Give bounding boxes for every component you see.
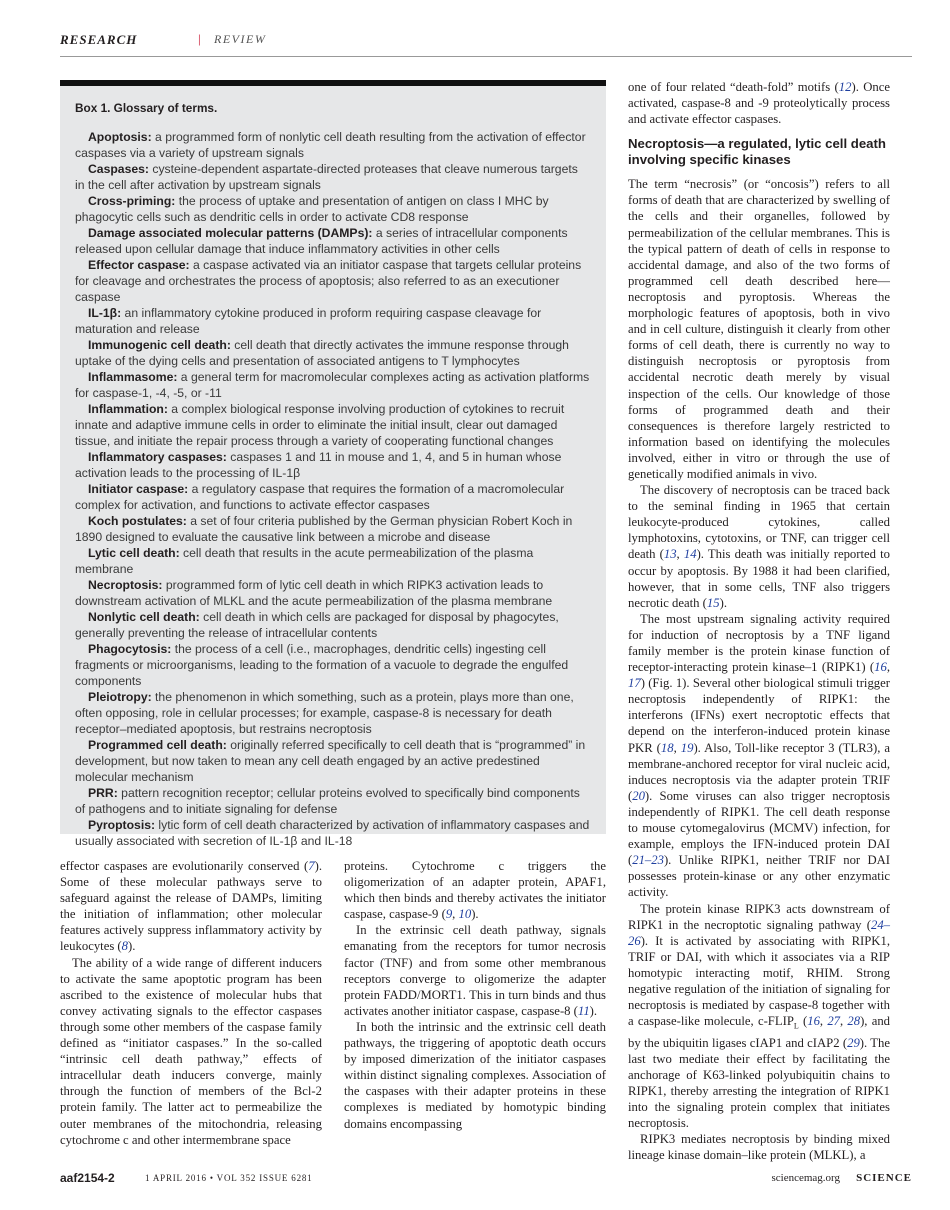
body-paragraph: In the extrinsic cell death pathway, signals emanating from the receptors for tumor necrosis factor (TNF) and from some other membranous receptors converge to oligomerize the adapter protein FADD/MORT1. This in turn binds and thus activates another initiator caspase, caspase-8 (11). (344, 923, 606, 1018)
glossary-term: Programmed cell death: (88, 738, 227, 752)
glossary-entry (75, 481, 590, 513)
page-footer (60, 1171, 912, 1191)
body-column-3 (628, 79, 890, 1164)
citation-link[interactable]: 8 (121, 939, 128, 954)
glossary-definition: a complex biological response involving production of cytokines to recruit innate and adaptive immune cells in order to eliminate the initial insult, clear out damaged tissue, and initiate the repair process through a variety of cooperating functional changes (75, 402, 565, 448)
glossary-definition: a general term for macromolecular complexes acting as activation platforms for caspase-1, -4, -5, or -11 (75, 370, 590, 400)
glossary-term: Pyroptosis: (88, 818, 156, 832)
glossary-entry (75, 817, 590, 849)
citation-link[interactable]: 20 (632, 788, 645, 803)
glossary-entry (75, 369, 590, 401)
body-paragraph: The most upstream signaling activity required for induction of necroptosis by a TNF ligand family member is the protein kinase function of receptor-interacting protein kinase–1 (RIPK1) (16, 17) (Fig. 1). Several other biological stimuli trigger necroptosis independently of RIPK1: the interferons (IFNs) exert necroptotic effects that depend on the interferon-induced protein kinase PKR (18, 19). Also, Toll-like receptor 3 (TLR3), a membrane-anchored receptor for viral nucleic acid, induces necroptosis via the adapter protein TRIF (20). Some viruses can also trigger necroptosis independently of RIPK1. The cell death response to mouse cytomegalovirus (MCMV) infection, for example, employs the IFN-induced protein DAI (21–23). Unlike RIPK1, neither TRIF nor DAI possesses protein-kinase or any other enzymatic activity. (628, 611, 891, 900)
citation-link[interactable]: 16 (807, 1014, 820, 1029)
glossary-entry (75, 305, 590, 337)
glossary-definition: a programmed form of nonlytic cell death resulting from the activation of effector caspases via a variety of upstream signals (75, 130, 586, 160)
body-paragraph: The protein kinase RIPK3 acts downstream of RIPK1 in the necroptotic signaling pathway (24–26). It is activated by associating with RIPK1, TRIF or DAI, with which it associates via a RIP homotypic interacting motif, RHIM. Strong negative regulation of the initiation of signaling for necroptosis is mediated by caspase-8 together with a caspase-like molecule, $c-FLIP_L$ (16, 27, 28), and by the ubiquitin ligases cIAP1 and cIAP2 (29). The last two mediate their effect by facilitating the anchorage of K63-linked polyubiquitin chains to RIPK1, thereby arresting the integration of RIPK1 into the signaling protein complex that initiates necroptosis. (628, 901, 891, 1131)
glossary-entry (75, 641, 590, 689)
glossary-entry (75, 785, 590, 817)
glossary-definition: an inflammatory cytokine produced in proform requiring caspase cleavage for maturation and release (75, 306, 542, 336)
glossary-entry (75, 193, 590, 225)
glossary-term: Caspases: (88, 162, 149, 176)
glossary-entry (75, 225, 590, 257)
body-paragraph: The ability of a wide range of different inducers to activate the same apoptotic program has been ascribed to the existence of molecular hubs that convey activating signals to the effector caspases through some other members of the caspase family defined as “initiator caspases.” In the so-called “intrinsic cell death pathway,” effects of intracellular death inducers converge, mainly through the function of members of the Bcl-2 protein family. The latter act to permeabilize the outer membranes of the mitochondria, releasing cytochrome c and other intermembrane space (60, 955, 322, 1147)
glossary-term: Lytic cell death: (88, 546, 180, 560)
body-paragraph: In both the intrinsic and the extrinsic cell death pathways, the triggering of apoptotic death occurs by imposed dimerization of the initiator caspases within distinct signaling complexes. Association of the caspases with their adapter proteins in these complexes is mediated by homotypic binding domains encompassing (344, 1019, 606, 1131)
glossary-entry (75, 689, 590, 737)
subscript: L (793, 1021, 799, 1031)
glossary-entry (75, 257, 590, 305)
glossary-term: PRR: (88, 786, 118, 800)
glossary-definition: originally referred specifically to cell death that is “programmed” in development, but now taken to mean any cell death engaged by an active predestined molecular mechanism (75, 738, 586, 784)
header-separator: | (198, 31, 201, 46)
body-paragraph: proteins. Cytochrome c triggers the oligomerization of an adapter protein, APAF1, which then binds and thereby activates the initiator caspase, caspase-9 (9, 10). (344, 859, 606, 922)
glossary-definition: a caspase activated via an initiator caspase that targets cellular proteins for cleavage and orchestrates the process of apoptosis; also referred to as an executioner caspase (75, 258, 582, 304)
glossary-definition: a series of intracellular components released upon cellular damage that induce inflammatory activities in other cells (75, 226, 568, 256)
glossary-entry (75, 513, 590, 545)
body-column-1 (60, 858, 322, 1148)
glossary-definition: a regulatory caspase that requires the formation of a macromolecular complex for activation, and functions to activate effector caspases (75, 482, 565, 512)
glossary-definition: lytic form of cell death characterized by activation of inflammatory caspases and usually associated with secretion of IL-1β and IL-18 (75, 818, 590, 848)
citation-link[interactable]: 12 (838, 80, 852, 94)
magazine-name: SCIENCE (856, 1172, 912, 1184)
citation-link[interactable]: 15 (706, 595, 720, 610)
glossary-entry (75, 609, 590, 641)
glossary-entry (75, 577, 590, 609)
glossary-definition: cysteine-dependent aspartate-directed proteases that cleave numerous targets in the cell after activation by upstream signals (75, 162, 578, 192)
citation-link[interactable]: 16 (874, 660, 887, 675)
glossary-entry (75, 337, 590, 369)
glossary-term: Initiator caspase: (88, 482, 189, 496)
glossary-entry (75, 449, 590, 481)
citation-link[interactable]: 17 (628, 676, 641, 691)
glossary-term: Apoptosis: (88, 130, 152, 144)
glossary-definition: the process of a cell (i.e., macrophages, dendritic cells) ingesting cell fragments or microorganisms, leading to the formation of a vacuole to degrade the engulfed components (75, 642, 569, 688)
glossary-term: Cross-priming: (88, 194, 176, 208)
glossary-term: Necroptosis: (88, 578, 163, 592)
citation-link[interactable]: 21–23 (632, 853, 664, 868)
issue-date-line: 1 APRIL 2016 • VOL 352 ISSUE 6281 (145, 1173, 313, 1183)
body-paragraph: one of four related “death-fold” motifs (12). Once activated, caspase-8 and -9 proteolytically process and activate effector caspases. (628, 80, 890, 127)
glossary-definition: programmed form of lytic cell death in which RIPK3 activation leads to downstream activation of MLKL and the acute permeabilization of the plasma membrane (75, 578, 553, 608)
glossary-term: Koch postulates: (88, 514, 187, 528)
glossary-term: Inflammation: (88, 402, 168, 416)
citation-link[interactable]: 27 (827, 1014, 840, 1029)
glossary-definition: caspases 1 and 11 in mouse and 1, 4, and 5 in human whose activation leads to the processing of IL-1β (75, 450, 562, 480)
glossary-term: Inflammasome: (88, 370, 178, 384)
citation-link[interactable]: 19 (680, 740, 694, 755)
body-paragraph: effector caspases are evolutionarily conserved (7). Some of these molecular pathways serve to safeguard against the release of DAMPs, limiting the initiation of inflammation; other molecular features actively suppress inflammatory activity by leukocytes (8). (60, 859, 322, 954)
glossary-term: Immunogenic cell death: (88, 338, 231, 352)
glossary-entry (75, 161, 590, 193)
body-paragraph: The discovery of necroptosis can be traced back to the seminal finding in 1965 that certain leukocyte-produced cytokines, called lymphotoxins, cytotoxins, or TNF, can trigger cell death (13, 14). This death was initially reported to occur by apoptosis. By 1988 it had been clarified, however, that in some cells, TNF also triggers necrotic death (15). (628, 483, 891, 610)
glossary-term: Effector caspase: (88, 258, 190, 272)
glossary-term: Pleiotropy: (88, 690, 152, 704)
citation-link[interactable]: 13 (663, 547, 677, 562)
glossary-definition: cell death that directly activates the immune response through uptake of the dying cells and presentation of associated antigens to T lymphocytes (75, 338, 569, 368)
body-paragraph: RIPK3 mediates necroptosis by binding mixed lineage kinase domain–like protein (MLKL), a (628, 1132, 890, 1163)
glossary-term: IL-1β: (88, 306, 122, 320)
glossary-entry (75, 545, 590, 577)
glossary-definition: the process of uptake and presentation of antigen on class I MHC by phagocytic cells such as dendritic cells in order to activate CD8 response (75, 194, 549, 224)
citation-link[interactable]: 14 (683, 547, 697, 562)
section-heading-necroptosis: Necroptosis—a regulated, lytic cell death involving specific kinases (628, 136, 886, 168)
glossary-definition: cell death in which cells are packaged for disposal by phagocytes, generally preventing the release of intracellular contents (75, 610, 559, 640)
citation-link[interactable]: 7 (308, 859, 315, 873)
article-id: aaf2154-2 (60, 1171, 115, 1185)
body-column-2 (344, 858, 606, 1132)
column-3-intro (628, 79, 890, 127)
section-label: RESEARCH (60, 32, 138, 47)
article-type-label: REVIEW (214, 32, 267, 46)
glossary-entry (75, 401, 590, 449)
glossary-box (60, 80, 606, 848)
glossary-definition: the phenomenon in which something, such as a protein, plays more than one, often opposing, role in cellular processes; for example, caspase-8 is necessary for death receptor–mediated apoptosis, but restrains necroptosis (75, 690, 574, 736)
glossary-definition: cell death that results in the acute permeabilization of the plasma membrane (75, 546, 534, 576)
glossary-list (75, 129, 590, 849)
citation-link[interactable]: 9 (445, 907, 453, 922)
glossary-term: Phagocytosis: (88, 642, 172, 656)
citation-link[interactable]: 28 (847, 1014, 861, 1029)
citation-link[interactable]: 24–26 (628, 917, 890, 948)
citation-link[interactable]: 29 (847, 1035, 860, 1050)
citation-link[interactable]: 18 (660, 740, 674, 755)
glossary-definition: a set of four criteria published by the German physician Robert Koch in 1890 designed to evaluate the causative link between a microbe and disease (75, 514, 573, 544)
glossary-term: Damage associated molecular patterns (DAMPs): (88, 226, 373, 240)
glossary-term: Inflammatory caspases: (88, 450, 227, 464)
citation-link[interactable]: 11 (577, 1003, 590, 1018)
site-url: sciencemag.org (771, 1172, 840, 1184)
glossary-entry (75, 129, 590, 161)
running-header (60, 30, 912, 57)
glossary-entry (75, 737, 590, 785)
glossary-term: Nonlytic cell death: (88, 610, 200, 624)
glossary-title: Box 1. Glossary of terms. (75, 101, 218, 115)
glossary-definition: pattern recognition receptor; cellular proteins evolved to specifically bind components of pathogens and to initiate signaling for defense (75, 786, 580, 816)
citation-link[interactable]: 10 (458, 907, 472, 922)
column-3-paragraphs (628, 176, 890, 1163)
body-paragraph: The term “necrosis” (or “oncosis”) refers to all forms of death that are characterized by swelling of the cells and their organelles, followed by permeabilization of the cellular membranes. This is the typical pattern of death of cells in response to accidental damage, and also of the two forms of programmed cell death described here—necroptosis and pyroptosis. Whereas the morphologic features of apoptosis, both in vivo and in cell culture, distinguish it clearly from other forms of cell death, there is currently no way to distinguish necroptosis or pyroptosis from accidental necrotic death merely by visual inspection of the cells. Our knowledge of those forms of programmed death and their consequences is therefore largely restricted to information based on identifying the molecules involved, either in vitro or through the use of genetically modified animals in vivo. (628, 177, 890, 481)
